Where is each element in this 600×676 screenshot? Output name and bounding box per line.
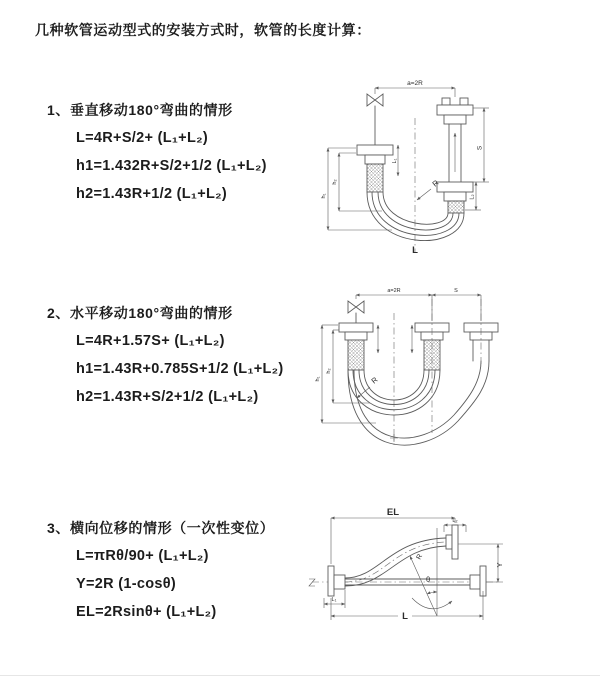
label-h1: h₁	[315, 376, 321, 382]
braided-hose	[367, 164, 383, 192]
formula-h2: h2=1.43R+1/2 (L₁+L₂)	[76, 186, 228, 202]
left-pipe-assembly	[339, 301, 373, 370]
section-vertical-movement	[47, 100, 267, 208]
right-pipe-assembly	[437, 98, 473, 213]
label-r: R	[415, 553, 425, 561]
left-pipe-assembly	[357, 94, 393, 192]
label-s: S	[454, 288, 458, 294]
diagram-vertical-180-bend	[312, 70, 592, 265]
straight-pipe	[345, 566, 486, 596]
fitting-dims	[378, 325, 412, 353]
label-el: EL	[386, 507, 400, 518]
label-l2: L₂	[469, 194, 476, 200]
label-l1: L₁	[392, 158, 398, 164]
formula-h1: h1=1.43R+0.785S+1/2 (L₁+L₂)	[76, 361, 284, 377]
valve-icon	[367, 94, 383, 106]
label-s: S	[476, 145, 484, 151]
label-h2: h₂	[332, 179, 338, 185]
label-r: R	[369, 375, 380, 386]
dim-l1	[324, 590, 345, 608]
section-lateral-displacement	[47, 518, 274, 626]
formula-l: L=4R+S/2+ (L₁+L₂)	[76, 130, 208, 146]
label-a-2r: a=2R	[387, 288, 401, 294]
section-horizontal-movement	[47, 303, 284, 411]
formula-y: Y=2R (1-cosθ)	[76, 576, 176, 592]
label-l: L	[402, 611, 408, 622]
label-theta: θ	[426, 575, 431, 584]
label-h2: h₂	[326, 368, 332, 374]
label-l1: L₁	[331, 597, 337, 603]
bottom-tick	[390, 434, 398, 442]
dim-l	[331, 591, 483, 622]
label-h1: h₁	[321, 193, 327, 199]
formula-h2: h2=1.43R+S/2+1/2 (L₁+L₂)	[76, 389, 259, 405]
formula-l: L=πRθ/90+ (L₁+L₂)	[76, 548, 209, 564]
left-flange-assembly	[328, 566, 345, 596]
flange	[452, 525, 458, 559]
label-l2: L₂	[452, 518, 458, 524]
label-l: L	[412, 245, 418, 256]
flange	[339, 323, 373, 332]
dim-s	[473, 108, 489, 182]
section-1-heading: 1、垂直移动180°弯曲的情形	[47, 102, 233, 118]
section-3-heading: 3、横向位移的情形（一次性变位）	[47, 520, 275, 536]
flange	[437, 182, 473, 192]
braided-hose	[348, 340, 364, 370]
formula-l: L=4R+1.57S+ (L₁+L₂)	[76, 333, 225, 349]
page-title: 几种软管运动型式的安装方式时，软管的长度计算：	[35, 22, 371, 38]
diagram-lateral-displacement	[300, 498, 600, 650]
break-symbol	[309, 579, 315, 586]
flange	[357, 145, 393, 155]
dim-el	[331, 507, 458, 564]
flange	[437, 105, 473, 115]
label-r: R	[430, 178, 441, 189]
dim-a-2r	[375, 80, 455, 97]
rotation-swoosh	[412, 598, 452, 609]
dim-a-2r	[356, 288, 432, 295]
braided-hose	[448, 201, 464, 213]
flange	[328, 566, 334, 596]
label-y: Y	[495, 562, 504, 568]
s-curve-hose	[345, 525, 458, 586]
label-a-2r: a=2R	[407, 80, 423, 87]
formula-h1: h1=1.432R+S/2+1/2 (L₁+L₂)	[76, 158, 267, 174]
diagram-horizontal-180-bend	[308, 283, 600, 461]
valve-icon	[348, 301, 364, 313]
dim-s	[356, 288, 481, 321]
formula-el: EL=2Rsinθ+ (L₁+L₂)	[76, 604, 217, 620]
section-2-heading: 2、水平移动180°弯曲的情形	[47, 305, 233, 321]
